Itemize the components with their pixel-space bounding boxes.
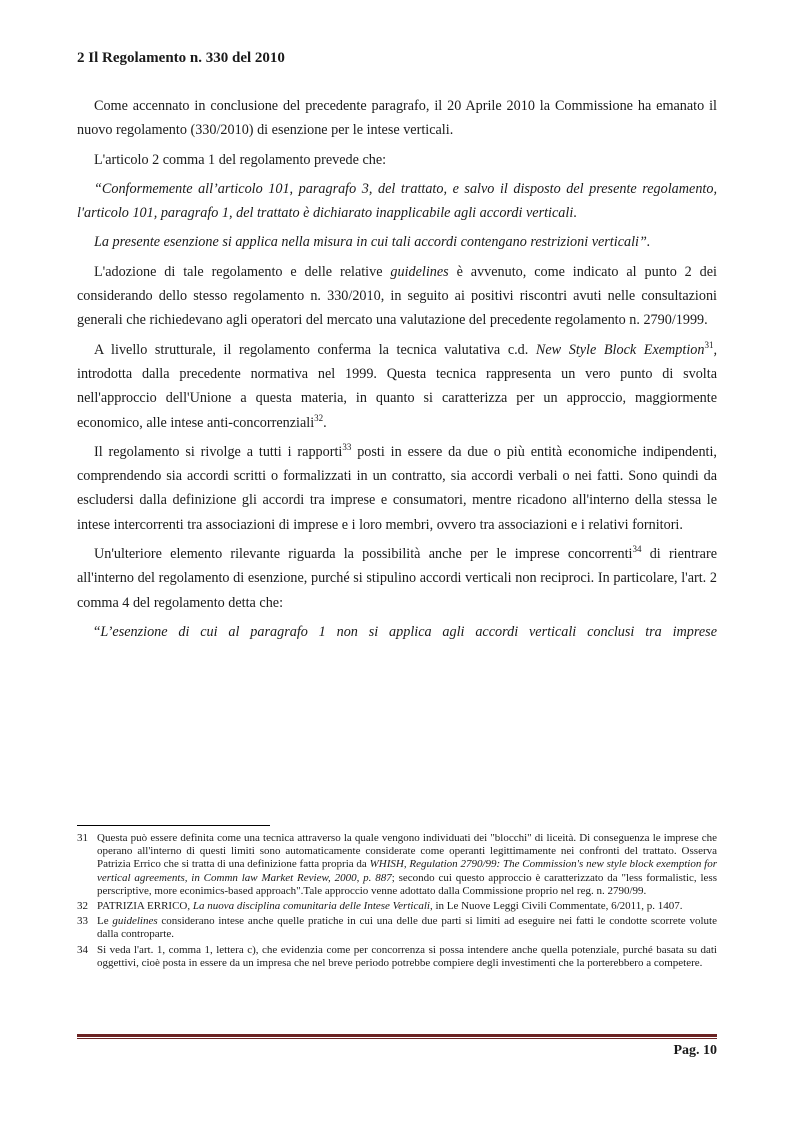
footnote-ref: 33 (342, 441, 352, 452)
footnote-ref: 31 (704, 339, 714, 350)
chapter-heading: 2 Il Regolamento n. 330 del 2010 (77, 50, 285, 66)
footnote-ref: 32 (314, 412, 324, 423)
footnote (77, 900, 717, 913)
footnote (77, 944, 717, 970)
paragraph: Un'ulteriore elemento rilevante riguarda la possibilità anche per le imprese concorrenti$^{34}$ di rientrare all'interno del regolamento di esenzione, purché si stipulino accordi verticali non reciproci. In particolare, l'art. 2 comma 4 del regolamento detta che: (77, 544, 718, 611)
paragraph: L'adozione di tale regolamento e delle relative guidelines è avvenuto, come indicato al punto 2 dei considerando dello stesso regolamento n. 330/2010, in seguito ai positivi riscontri avuti nelle consultazioni generali che richiedevano agli operatori del mercato una valutazione del precedente regolamento n. 2790/1999. (77, 263, 717, 329)
quote-paragraph: La presente esenzione si applica nella misura in cui tali accordi contengano restrizioni verticali”. (94, 234, 651, 251)
quote-paragraph: “Conformemente all’articolo 101, paragrafo 3, del trattato, e salvo il disposto del presente regolamento, l'articolo 101, paragrafo 1, del trattato è dichiarato inapplicabile agli accordi verticali. (77, 180, 717, 222)
page-number: Pag. 10 (673, 1043, 717, 1058)
footnote-number: 32 (77, 900, 88, 913)
body-text (77, 94, 717, 644)
footnote-number: 34 (77, 943, 88, 956)
footnote (77, 915, 717, 941)
paragraph: Il regolamento si rivolge a tutti i rapporti$^{33}$ posti in essere da due o più entità economiche indipendenti, comprendendo sia accordi scritti o formalizzati in un contratto, sia accordi verbali o nei fatti. Sono quindi da escludersi dalla definizione gli accordi tra imprese e consumatori, mentre ricadono all'interno della stessa le intese intercorrenti tra associazioni di imprese e i loro membri, ovvero tra associazioni e i relativi fornitori. (77, 441, 717, 533)
footnote-ref: 34 (632, 544, 642, 555)
footnote-number: 31 (77, 832, 88, 844)
footnote (77, 832, 717, 898)
footnotes (77, 832, 717, 972)
footnote-separator (77, 825, 270, 826)
paragraph: A livello strutturale, il regolamento conferma la tecnica valutativa c.d. New Style Block Exemption$^{31}$, introdotta dalla precedente normativa nel 1999. Questa tecnica rappresenta un vero punto di svolta nell'approccio dell'Unione a questa materia, in quanto si caratterizza per un approccio, maggiormente economico, alle intese anti-concorrenziali$^{32}$. (77, 339, 717, 431)
footer-rule (77, 1038, 717, 1039)
footer-rule (77, 1034, 717, 1037)
footnote-text: Le guidelines considerano intese anche quelle pratiche in cui una delle due parti si limiti ad eseguire nei fatti le condotte scorrete volute dalla controparte. (97, 915, 717, 941)
footnote-text: PATRIZIA ERRICO, La nuova disciplina comunitaria delle Intese Verticali, in Le Nuove Leggi Civili Commentate, 6/2011, p. 1407. (97, 900, 683, 913)
paragraph: L'articolo 2 comma 1 del regolamento prevede che: (94, 151, 387, 168)
footnote-number: 33 (77, 915, 88, 928)
footnote-text: Questa può essere definita come una tecnica attraverso la quale vengono individuati dei "blocchi" di liceità. Di conseguenza le imprese che operano all'interno di questi limiti sono automaticamente considerate come operanti legittimamente nei confronti del trattato. Osserva Patrizia Errico che si tratta di una definizione fatta propria da WHISH, Regulation 2790/99: The Commission's new style block exemption for vertical agreements, in Commn law Market Review, 2000, p. 887; secondo cui questo approccio è caratterizzato da "less formalistic, less perscriptive, more econimics-based approach".Tale approccio venne adottato dalla Commissione proprio nel reg. n. 2790/99. (97, 832, 717, 897)
footnote-text: Si veda l'art. 1, comma 1, lettera c), che evidenzia come per concorrenza si possa intendere anche quella potenziale, purché basata su dati oggettivi, cioè posta in essere da un impresa che nel breve periodo potrebbe compiere degli investimenti che la porterebbero a competere. (97, 943, 717, 969)
quote-paragraph: “L’esenzione di cui al paragrafo 1 non si applica agli accordi verticali conclusi tra imprese (94, 623, 717, 640)
paragraph: Come accennato in conclusione del precedente paragrafo, il 20 Aprile 2010 la Commissione ha emanato il nuovo regolamento (330/2010) di esenzione per le intese verticali. (77, 98, 717, 139)
